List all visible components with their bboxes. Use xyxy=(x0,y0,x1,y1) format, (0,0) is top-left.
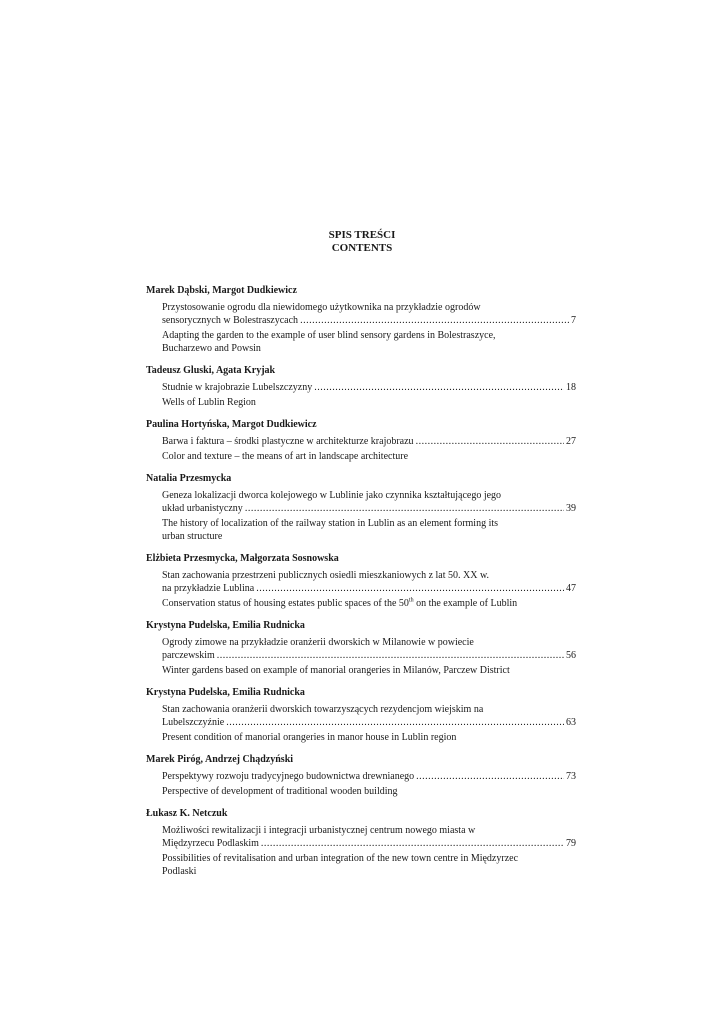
entry-titles xyxy=(146,703,576,744)
polish-title-last-line xyxy=(162,381,576,394)
polish-title-text: Studnie w krajobrazie Lubelszczyzny xyxy=(162,382,313,393)
toc-entry xyxy=(146,284,576,355)
dot-leader xyxy=(314,381,564,394)
polish-title-line: Stan zachowania oranżerii dworskich towarzyszących rezydencjom wiejskim na xyxy=(162,704,484,715)
english-title-line: Winter gardens based on example of manorial orangeries in Milanów, Parczew District xyxy=(162,665,510,676)
polish-title xyxy=(162,381,576,394)
polish-title-last-line xyxy=(162,649,576,662)
entry-authors: Marek Dąbski, Margot Dudkiewicz xyxy=(146,285,297,296)
dot-leader xyxy=(261,837,564,850)
entry-authors: Natalia Przesmycka xyxy=(146,473,232,484)
page-number: 7 xyxy=(571,315,576,326)
polish-title-line: Przystosowanie ogrodu dla niewidomego użytkownika na przykładzie ogrodów xyxy=(162,302,481,313)
entry-authors: Tadeusz Gluski, Agata Kryjak xyxy=(146,365,276,376)
polish-title-text: układ urbanistyczny xyxy=(162,503,243,514)
polish-title xyxy=(162,489,576,515)
page-number: 47 xyxy=(566,583,576,594)
english-title xyxy=(162,517,576,543)
dot-leader xyxy=(416,435,564,448)
entry-titles xyxy=(146,381,576,409)
dot-leader xyxy=(256,582,564,595)
page-number: 79 xyxy=(566,838,576,849)
entry-authors: Łukasz K. Netczuk xyxy=(146,808,228,819)
toc-entry xyxy=(146,753,576,798)
polish-title-text: Perspektywy rozwoju tradycyjnego budownictwa drewnianego xyxy=(162,771,415,782)
polish-title-last-line xyxy=(162,435,576,448)
polish-title xyxy=(162,824,576,850)
entry-titles xyxy=(146,489,576,543)
english-title xyxy=(162,597,576,610)
page-number: 18 xyxy=(566,382,576,393)
page-number: 73 xyxy=(566,771,576,782)
english-title xyxy=(162,450,576,463)
entry-authors: Elżbieta Przesmycka, Małgorzata Sosnowska xyxy=(146,553,339,564)
polish-title-last-line xyxy=(162,770,576,783)
english-title-line: urban structure xyxy=(162,531,223,542)
polish-title-last-line xyxy=(162,582,576,595)
polish-title-text: sensorycznych w Bolestraszycach xyxy=(162,315,299,326)
toc-entry xyxy=(146,619,576,677)
english-title-line: Wells of Lublin Region xyxy=(162,397,256,408)
entry-authors: Krystyna Pudelska, Emilia Rudnicka xyxy=(146,620,305,631)
polish-title-line: Ogrody zimowe na przykładzie oranżerii dworskich w Milanowie w powiecie xyxy=(162,637,474,648)
english-title xyxy=(162,852,576,878)
english-title xyxy=(162,396,576,409)
polish-title-line: Możliwości rewitalizacji i integracji urbanistycznej centrum nowego miasta w xyxy=(162,825,476,836)
polish-title-text: Lubelszczyźnie xyxy=(162,717,225,728)
dot-leader xyxy=(416,770,564,783)
polish-title xyxy=(162,569,576,595)
english-title-line: The history of localization of the railway station in Lublin as an element forming its xyxy=(162,518,499,529)
polish-title-text: parczewskim xyxy=(162,650,215,661)
polish-title-text: na przykładzie Lublina xyxy=(162,583,255,594)
english-title-line: Present condition of manorial orangeries in manor house in Lublin region xyxy=(162,732,457,743)
dot-leader xyxy=(245,502,564,515)
polish-title xyxy=(162,770,576,783)
entry-authors: Krystyna Pudelska, Emilia Rudnicka xyxy=(146,687,305,698)
english-title xyxy=(162,664,576,677)
toc-entry xyxy=(146,364,576,409)
polish-title-last-line xyxy=(162,837,576,850)
english-title-line: Color and texture – the means of art in landscape architecture xyxy=(162,451,409,462)
page-number: 63 xyxy=(566,717,576,728)
page-number: 39 xyxy=(566,503,576,514)
dot-leader xyxy=(300,314,569,327)
entry-titles xyxy=(146,770,576,798)
heading-polish: SPIS TREŚCI xyxy=(328,229,396,241)
english-title-line: Bucharzewo and Powsin xyxy=(162,343,261,354)
table-of-contents xyxy=(146,284,576,887)
heading-english: CONTENTS xyxy=(331,242,393,254)
polish-title xyxy=(162,435,576,448)
english-title-line: Podlaski xyxy=(162,866,197,877)
entry-titles xyxy=(146,569,576,610)
page-number: 56 xyxy=(566,650,576,661)
english-title-text: on the example of Lublin xyxy=(413,598,518,609)
polish-title xyxy=(162,301,576,327)
entry-titles xyxy=(146,435,576,463)
polish-title-text: Barwa i faktura – środki plastyczne w architekturze krajobrazu xyxy=(162,436,414,447)
polish-title-text: Międzyrzecu Podlaskim xyxy=(162,838,259,849)
entry-titles xyxy=(146,636,576,677)
page-number: 27 xyxy=(566,436,576,447)
polish-title-last-line xyxy=(162,716,576,729)
toc-entry xyxy=(146,807,576,878)
english-title-line: Possibilities of revitalisation and urban integration of the new town centre in Międzyrzec xyxy=(162,853,519,864)
entry-titles xyxy=(146,301,576,355)
contents-heading xyxy=(0,229,724,255)
english-title xyxy=(162,329,576,355)
dot-leader xyxy=(226,716,564,729)
toc-entry xyxy=(146,686,576,744)
english-title-line: Adapting the garden to the example of user blind sensory gardens in Bolestraszyce, xyxy=(162,330,496,341)
polish-title xyxy=(162,703,576,729)
polish-title-last-line xyxy=(162,502,576,515)
english-title xyxy=(162,785,576,798)
toc-entry xyxy=(146,418,576,463)
superscript: th xyxy=(408,597,414,604)
entry-titles xyxy=(146,824,576,878)
entry-authors: Paulina Hortyńska, Margot Dudkiewicz xyxy=(146,419,317,430)
polish-title xyxy=(162,636,576,662)
polish-title-line: Stan zachowania przestrzeni publicznych osiedli mieszkaniowych z lat 50. XX w. xyxy=(162,570,490,581)
english-title xyxy=(162,731,576,744)
dot-leader xyxy=(217,649,564,662)
entry-authors: Marek Piróg, Andrzej Chądzyński xyxy=(146,754,294,765)
polish-title-last-line xyxy=(162,314,576,327)
toc-entry xyxy=(146,472,576,543)
toc-entry xyxy=(146,552,576,610)
english-title-line: Perspective of development of traditional wooden building xyxy=(162,786,398,797)
english-title-text: Conservation status of housing estates public spaces of the 50 xyxy=(162,598,409,609)
polish-title-line: Geneza lokalizacji dworca kolejowego w Lublinie jako czynnika kształtującego jego xyxy=(162,490,502,501)
